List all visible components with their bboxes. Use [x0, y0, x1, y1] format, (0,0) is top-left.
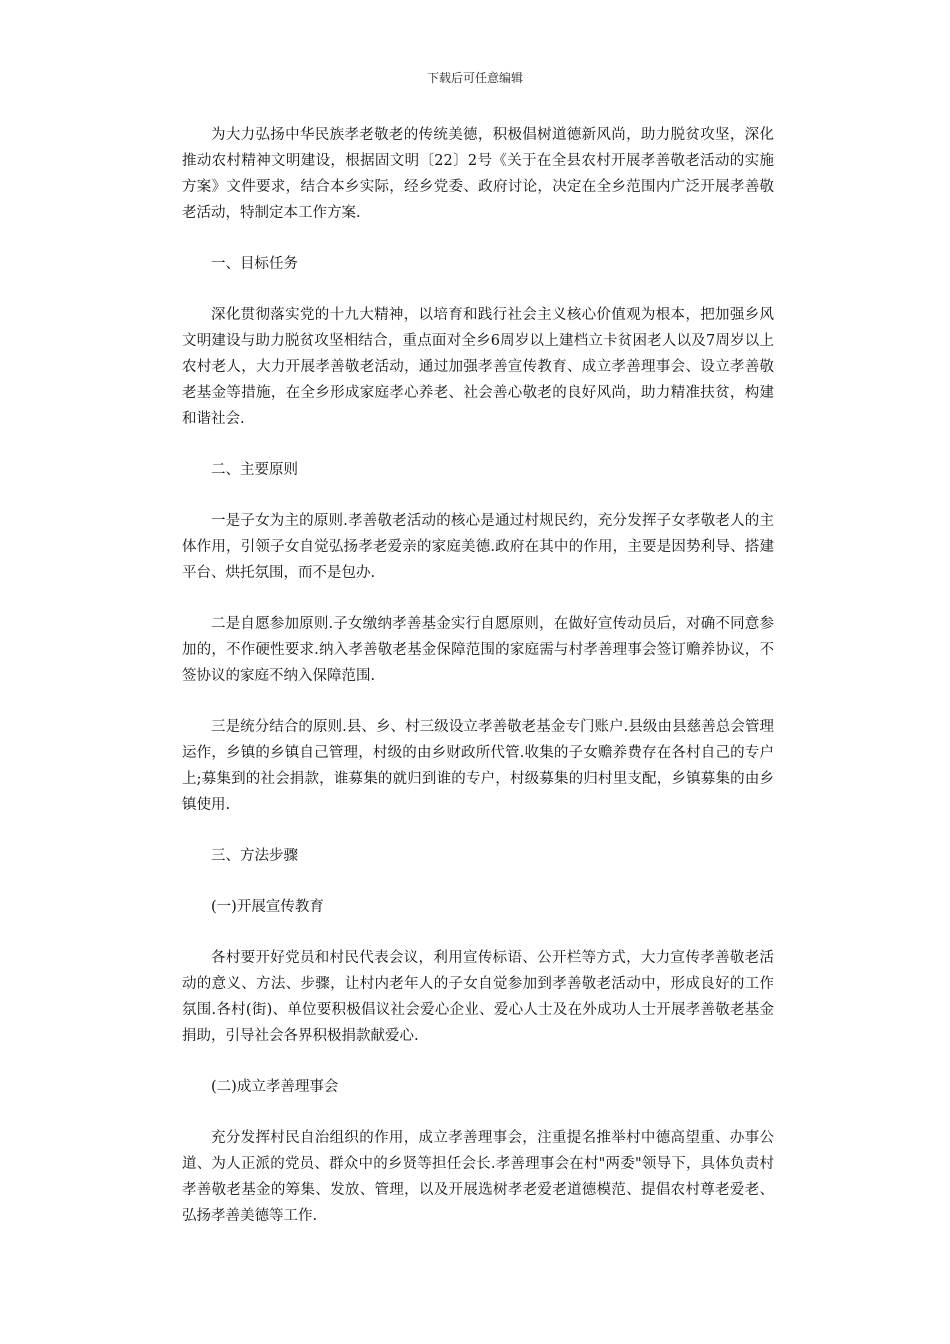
section-heading-methods: 三、方法步骤 — [211, 848, 298, 864]
publicity-paragraph: 各村要开好党员和村民代表会议，利用宣传标语、公开栏等方式，大力宣传孝善敬老活动的意义、方法、步骤，让村内老年人的子女自觉参加到孝善敬老活动中，形成良好的工作氛围.各村(街)、单位要积极倡议社会爱心企业、爱心人士及在外成功人士开展孝善敬老基金捐助，引导社会各界积极捐款献爱心. — [182, 950, 774, 1044]
principle-paragraph-2: 二是自愿参加原则.子女缴纳孝善基金实行自愿原则，在做好宣传动员后，对确不同意参加的，不作硬性要求.纳入孝善敬老基金保障范围的家庭需与村孝善理事会签订赡养协议，不签协议的家庭不纳入保障范围. — [182, 616, 774, 684]
subheading-council: (二)成立孝善理事会 — [211, 1079, 339, 1095]
document-body — [182, 122, 774, 1254]
page-header: 下载后可任意编辑 — [426, 71, 523, 85]
goals-paragraph: 深化贯彻落实党的十九大精神，以培育和践行社会主义核心价值观为根本，把加强乡风文明建设与助力脱贫攻坚相结合，重点面对全乡6周岁以上建档立卡贫困老人以及7周岁以上农村老人，大力开展孝善敬老活动，通过加强孝善宣传教育、成立孝善理事会、设立孝善敬老基金等措施，在全乡形成家庭孝心养老、社会善心敬老的良好风尚，助力精准扶贫，构建和谐社会. — [182, 307, 774, 427]
council-paragraph: 充分发挥村民自治组织的作用，成立孝善理事会，注重提名推举村中德高望重、办事公道、为人正派的党员、群众中的乡贤等担任会长.孝善理事会在村"两委"领导下，具体负责村孝善敬老基金的筹集、发放、管理，以及开展选树孝老爱老道德模范、提倡农村尊老爱老、弘扬孝善美德等工作. — [182, 1130, 774, 1224]
section-heading-goals: 一、目标任务 — [211, 256, 298, 272]
intro-paragraph: 为大力弘扬中华民族孝老敬老的传统美德，积极倡树道德新风尚，助力脱贫攻坚，深化推动农村精神文明建设，根据固文明〔22〕2号《关于在全县农村开展孝善敬老活动的实施方案》文件要求，结合本乡实际，经乡党委、政府讨论，决定在全乡范围内广泛开展孝善敬老活动，特制定本工作方案. — [182, 127, 774, 221]
subheading-publicity: (一)开展宣传教育 — [211, 899, 324, 915]
section-heading-principles: 二、主要原则 — [211, 462, 298, 478]
principle-paragraph-1: 一是子女为主的原则.孝善敬老活动的核心是通过村规民约，充分发挥子女孝敬老人的主体作用，引领子女自觉弘扬孝老爱亲的家庭美德.政府在其中的作用，主要是因势利导、搭建平台、烘托氛围，而不是包办. — [182, 513, 774, 581]
principle-paragraph-3: 三是统分结合的原则.县、乡、村三级设立孝善敬老基金专门账户.县级由县慈善总会管理运作，乡镇的乡镇自己管理，村级的由乡财政所代管.收集的子女赡养费存在各村自己的专户上;募集到的社会捐款，谁募集的就归到谁的专户，村级募集的归村里支配，乡镇募集的由乡镇使用. — [182, 719, 774, 813]
